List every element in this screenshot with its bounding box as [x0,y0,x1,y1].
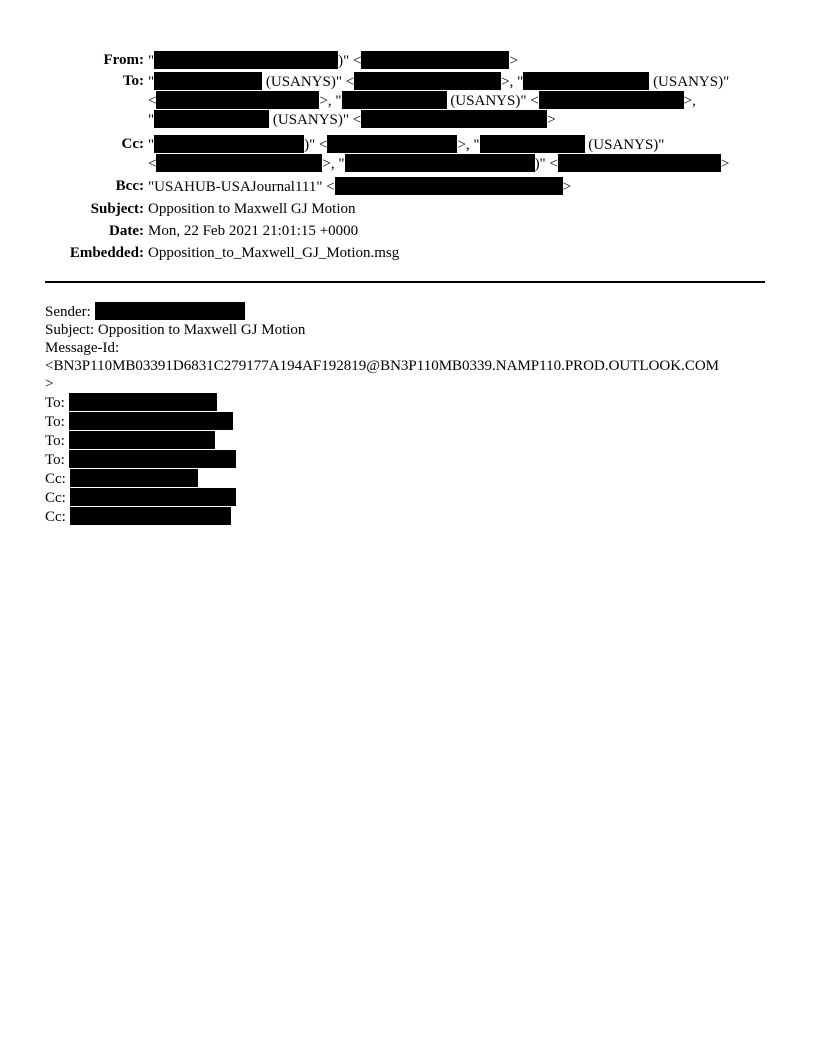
quote-mark: " [148,53,155,69]
from-label: From: [103,52,144,68]
quote-mark: " [148,74,155,90]
embedded-message [45,302,770,526]
cc-row [0,135,816,173]
sender-line [45,302,770,321]
to-prefix: To: [45,452,69,468]
embedded-attachment[interactable]: Opposition_to_Maxwell_GJ_Motion.msg [148,245,400,261]
redaction-block [70,469,198,487]
redaction-block [345,154,535,172]
separator: < [148,156,157,172]
redaction-block [539,91,684,109]
redaction-block [69,450,236,468]
separator: )" < [338,53,362,69]
to-label: To: [122,73,144,89]
bcc-row [0,177,816,196]
redaction-block [342,91,447,109]
separator: (USANYS)" [584,137,665,153]
separator: >, " [457,137,480,153]
separator: (USANYS)" [649,74,730,90]
redaction-block [327,135,457,153]
redaction-block [70,488,236,506]
date-value: Mon, 22 Feb 2021 21:01:15 +0000 [148,223,359,239]
redaction-block [335,177,563,195]
date-row [0,222,816,240]
redaction-block [69,431,215,449]
redaction-block [69,412,233,430]
date-label: Date: [109,223,144,239]
separator: (USANYS)" < [262,74,355,90]
quote-mark: " [148,137,155,153]
message-id-label: Message-Id: [45,340,120,356]
to-prefix: To: [45,395,69,411]
to-prefix: To: [45,433,69,449]
subject-row [0,200,816,218]
embedded-label: Embedded: [69,245,144,261]
separator: > [547,112,556,128]
redaction-block [558,154,721,172]
redaction-block [69,393,217,411]
to-line [45,412,770,431]
redaction-block [361,110,547,128]
separator: > [562,179,572,195]
redaction-block [156,91,319,109]
separator: >, " [501,74,524,90]
message-id-value: <BN3P110MB03391D6831C279177A194AF192819@BN3P110MB0339.NAMP110.PROD.OUTLOOK.COM [45,358,720,374]
redaction-block [480,135,585,153]
subject-line: Subject: Opposition to Maxwell GJ Motion [45,322,306,338]
redaction-block [354,72,501,90]
divider [45,281,765,283]
email-header [0,51,816,262]
subject-label: Subject: [90,201,144,217]
subject-value: Opposition to Maxwell GJ Motion [148,201,356,217]
separator: > [720,156,730,172]
cc-line [45,507,770,526]
separator: >, [683,93,696,109]
separator: )" < [304,137,328,153]
embedded-row [0,244,816,262]
cc-prefix: Cc: [45,509,70,525]
redaction-block [95,302,245,320]
quote-mark: " [148,112,155,128]
cc-line [45,469,770,488]
bcc-label: Bcc: [115,178,144,194]
message-id-end: > [45,376,54,392]
to-line [45,431,770,450]
from-row [0,51,816,70]
cc-label: Cc: [121,136,144,152]
to-line [45,393,770,412]
redaction-block [70,507,231,525]
separator: )" < [534,156,558,172]
separator: >, " [322,156,345,172]
redaction-block [154,110,269,128]
redaction-block [154,135,304,153]
bcc-value: "USAHUB-USAJournal111" < [148,179,335,195]
redaction-block [523,72,649,90]
cc-prefix: Cc: [45,471,70,487]
to-prefix: To: [45,414,69,430]
separator: >, " [319,93,342,109]
redaction-block [154,72,262,90]
to-row [0,72,816,129]
sender-label: Sender: [45,304,95,320]
separator: > [509,53,518,69]
cc-line [45,488,770,507]
cc-prefix: Cc: [45,490,70,506]
separator: (USANYS)" < [446,93,539,109]
separator: < [148,93,157,109]
separator: (USANYS)" < [269,112,362,128]
to-line [45,450,770,469]
redaction-block [361,51,509,69]
redaction-block [156,154,322,172]
redaction-block [154,51,338,69]
